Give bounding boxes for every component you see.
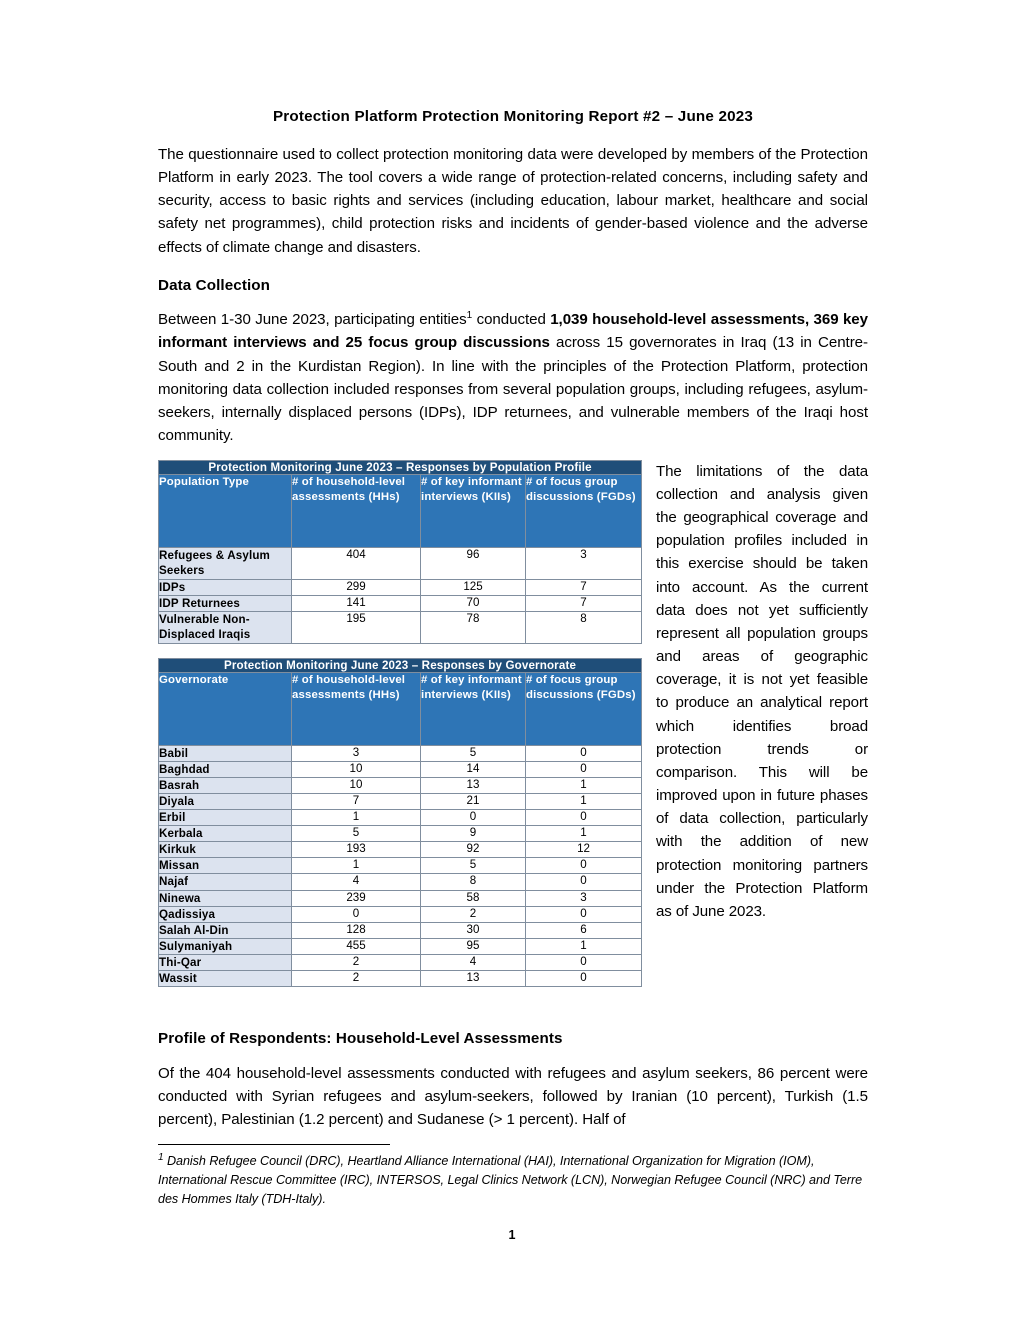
page-title: Protection Platform Protection Monitoring Report #2 – June 2023 [272, 108, 754, 125]
table-row [159, 970, 642, 986]
data-collection-paragraph [158, 308, 868, 446]
col-header-fgds: # of focus group discussions (FGDs) [526, 474, 642, 547]
intro-paragraph: The questionnaire used to collect protection monitoring data were developed by members of the Protection Platform in early 2023. The tool covers a wide range of protection-related concerns, including safety and security, access to basic rights and services (including education, labour market, healthcare and social safety net programmes), child protection risks and incidents of gender-based violence and the adverse effects of climate change and disasters. [158, 146, 868, 256]
cell-kiis: 21 [421, 794, 526, 810]
cell-hhs: 7 [292, 794, 421, 810]
row-label: Wassit [159, 970, 292, 986]
row-label: Diyala [159, 794, 292, 810]
cell-kiis: 70 [421, 595, 526, 611]
table-row [159, 778, 642, 794]
table-row [159, 842, 642, 858]
cell-hhs: 195 [292, 611, 421, 643]
cell-kiis: 8 [421, 874, 526, 890]
col-header-kiis: # of key informant interviews (KIIs) [421, 474, 526, 547]
cell-fgds: 7 [526, 595, 642, 611]
cell-kiis: 5 [421, 858, 526, 874]
col-header-hhs: # of household-level assessments (HHs) [292, 672, 421, 745]
cell-hhs: 299 [292, 579, 421, 595]
row-label: Babil [159, 745, 292, 761]
cell-hhs: 404 [292, 547, 421, 579]
sidebar-note-text: The limitations of the data collection and analysis given the geographical coverage and population profiles included in this exercise should be taken into account. As the current data does not yet sufficiently represent all population groups and areas of geographic coverage, it is not yet feasible to produce an analytical report which identifies broad protection trends or comparison. This will be improved upon in future phases of data collection, particularly with the addition of new protection monitoring partners under the Protection Platform as of June 2023. [656, 462, 868, 920]
table-population-title-row [159, 460, 642, 474]
cell-fgds: 1 [526, 778, 642, 794]
cell-fgds: 0 [526, 745, 642, 761]
col-header-population-type: Population Type [159, 474, 292, 547]
table-population-header-row [159, 474, 642, 547]
table-governorate [158, 658, 642, 987]
cell-kiis: 125 [421, 579, 526, 595]
row-label: Najaf [159, 874, 292, 890]
cell-kiis: 95 [421, 938, 526, 954]
cell-kiis: 2 [421, 906, 526, 922]
cell-hhs: 128 [292, 922, 421, 938]
col-header-hhs: # of household-level assessments (HHs) [292, 474, 421, 547]
table-population-profile [158, 460, 642, 644]
tables-and-note-region [158, 460, 868, 1001]
footnote-area [158, 1144, 868, 1209]
row-label: Thi-Qar [159, 954, 292, 970]
table-row [159, 922, 642, 938]
page-number: 1 [508, 1228, 516, 1242]
cell-fgds: 0 [526, 954, 642, 970]
cell-fgds: 0 [526, 762, 642, 778]
cell-hhs: 3 [292, 745, 421, 761]
cell-hhs: 0 [292, 906, 421, 922]
cell-hhs: 1 [292, 810, 421, 826]
cell-kiis: 92 [421, 842, 526, 858]
table-row [159, 906, 642, 922]
cell-hhs: 193 [292, 842, 421, 858]
cell-kiis: 0 [421, 810, 526, 826]
cell-hhs: 5 [292, 826, 421, 842]
sidebar-limitations-note [656, 460, 868, 923]
row-label: Basrah [159, 778, 292, 794]
dc-text-1: Between 1-30 June 2023, participating entities [158, 311, 467, 329]
table-row [159, 794, 642, 810]
table-row [159, 826, 642, 842]
table-row [159, 858, 642, 874]
cell-hhs: 455 [292, 938, 421, 954]
table-row [159, 890, 642, 906]
table-row [159, 954, 642, 970]
row-label: Kirkuk [159, 842, 292, 858]
table-population-title: Protection Monitoring June 2023 – Responses by Population Profile [159, 460, 642, 474]
row-label: Erbil [159, 810, 292, 826]
cell-fgds: 3 [526, 890, 642, 906]
table-governorate-header-row [159, 672, 642, 745]
row-label: IDPs [159, 579, 292, 595]
cell-kiis: 96 [421, 547, 526, 579]
row-label: Kerbala [159, 826, 292, 842]
cell-hhs: 141 [292, 595, 421, 611]
cell-hhs: 4 [292, 874, 421, 890]
footnote-text [158, 1152, 868, 1209]
cell-fgds: 6 [526, 922, 642, 938]
cell-kiis: 13 [421, 970, 526, 986]
cell-fgds: 0 [526, 874, 642, 890]
footnote-body: Danish Refugee Council (DRC), Heartland Alliance International (HAI), International Organization for Migration (IOM), International Rescue Committee (IRC), INTERSOS, Legal Clinics Network (LCN), Norwegian Refugee Council (NRC) and Terre des Hommes Italy (TDH-Italy). [158, 1154, 863, 1207]
document-content [158, 108, 868, 1144]
col-header-kiis: # of key informant interviews (KIIs) [421, 672, 526, 745]
cell-hhs: 2 [292, 954, 421, 970]
row-label: Ninewa [159, 890, 292, 906]
col-header-fgds: # of focus group discussions (FGDs) [526, 672, 642, 745]
row-label: Vulnerable Non-Displaced Iraqis [159, 611, 292, 643]
cell-hhs: 10 [292, 778, 421, 794]
tables-column [158, 460, 641, 1001]
table-row [159, 611, 642, 643]
cell-hhs: 2 [292, 970, 421, 986]
row-label: Baghdad [159, 762, 292, 778]
table-row [159, 762, 642, 778]
cell-fgds: 1 [526, 794, 642, 810]
row-label: IDP Returnees [159, 595, 292, 611]
dc-bold-stats: 1,039 household-level assessments, 369 key informant interviews and 25 focus group discussions [158, 311, 868, 352]
cell-kiis: 58 [421, 890, 526, 906]
section-heading-profile-of-respondents: Profile of Respondents: Household-Level Assessments [158, 1029, 563, 1047]
cell-fgds: 1 [526, 938, 642, 954]
row-label: Salah Al-Din [159, 922, 292, 938]
cell-kiis: 5 [421, 745, 526, 761]
dc-text-3: across 15 governorates in Iraq (13 in Centre-South and 2 in the Kurdistan Region). In line with the principles of the Protection Platform, protection monitoring data collection included responses from several population groups, including refugees, asylum-seekers, internally displaced persons (IDPs), IDP returnees, and vulnerable members of the Iraqi host community. [158, 334, 868, 444]
table-row [159, 938, 642, 954]
table-row [159, 874, 642, 890]
cell-kiis: 78 [421, 611, 526, 643]
cell-kiis: 14 [421, 762, 526, 778]
cell-hhs: 1 [292, 858, 421, 874]
table-governorate-title-row [159, 658, 642, 672]
cell-fgds: 0 [526, 906, 642, 922]
row-label: Missan [159, 858, 292, 874]
cell-fgds: 0 [526, 810, 642, 826]
table-row [159, 547, 642, 579]
cell-fgds: 12 [526, 842, 642, 858]
section-heading-data-collection: Data Collection [158, 276, 271, 294]
cell-kiis: 13 [421, 778, 526, 794]
table-governorate-title: Protection Monitoring June 2023 – Responses by Governorate [159, 658, 642, 672]
cell-fgds: 0 [526, 970, 642, 986]
table-row [159, 810, 642, 826]
cell-fgds: 8 [526, 611, 642, 643]
dc-text-2: conducted [472, 311, 551, 329]
cell-fgds: 0 [526, 858, 642, 874]
table-row [159, 579, 642, 595]
footnote-marker: 1 [158, 1151, 164, 1163]
respondents-paragraph: Of the 404 household-level assessments conducted with refugees and asylum seekers, 86 percent were conducted with Syrian refugees and asylum-seekers, followed by Iranian (10 percent), Turkish (1.5 percent), Palestinian (1.2 percent) and Sudanese (> 1 percent). Half of [158, 1064, 868, 1128]
row-label: Qadissiya [159, 906, 292, 922]
cell-hhs: 10 [292, 762, 421, 778]
footnote-separator [158, 1144, 390, 1145]
row-label: Refugees & Asylum Seekers [159, 547, 292, 579]
cell-kiis: 9 [421, 826, 526, 842]
cell-fgds: 7 [526, 579, 642, 595]
table-row [159, 595, 642, 611]
cell-hhs: 239 [292, 890, 421, 906]
table-row [159, 745, 642, 761]
cell-kiis: 4 [421, 954, 526, 970]
cell-fgds: 1 [526, 826, 642, 842]
cell-fgds: 3 [526, 547, 642, 579]
col-header-governorate: Governorate [159, 672, 292, 745]
row-label: Sulymaniyah [159, 938, 292, 954]
cell-kiis: 30 [421, 922, 526, 938]
footnote-ref-1: 1 [466, 310, 473, 322]
